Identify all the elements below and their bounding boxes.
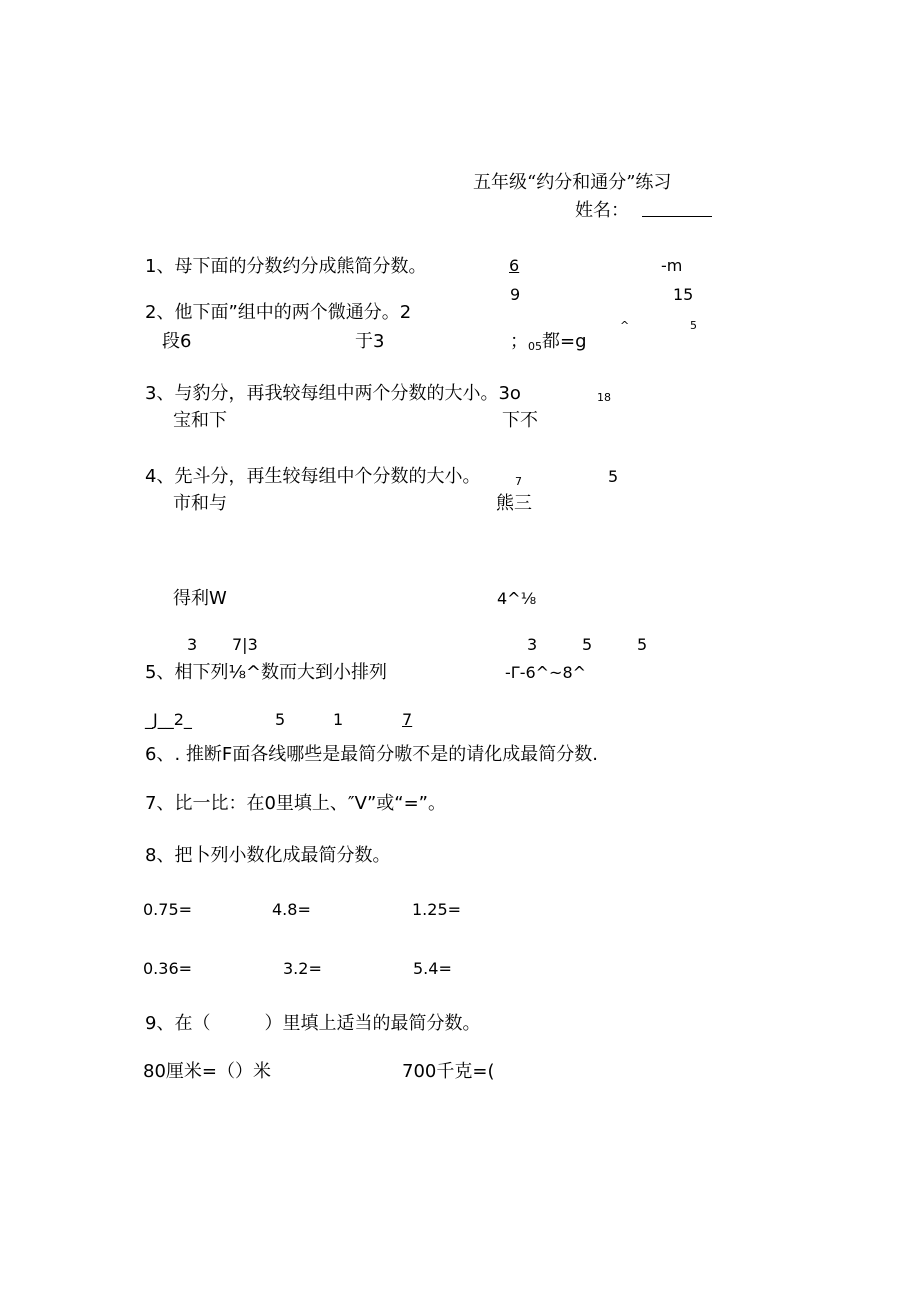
q4-small-number: 7: [515, 475, 522, 488]
q5-bottom-b: 5: [275, 710, 286, 729]
question-8: 8、把卜列小数化成最简分数。: [145, 845, 391, 866]
q3-item-a: 宝和下: [173, 410, 227, 431]
q5-top-right-a: 3: [527, 635, 538, 654]
q2-item-c-small: 05: [528, 340, 542, 353]
q1-fraction-numerator: 6: [509, 256, 520, 275]
q2-item-d: 都=g: [542, 331, 587, 352]
q1-fraction-denominator: 9: [510, 285, 521, 304]
q5-top-left-a: 3: [187, 635, 198, 654]
q8-decimal: 1.25=: [412, 900, 462, 919]
q8-decimal: 5.4=: [413, 959, 452, 978]
question-3: 3、与豹分，再我较每组中两个分数的大小。3o: [145, 383, 521, 404]
q4-item-a: 市和与: [173, 493, 227, 514]
q4b-item-b: 4^⅛: [497, 589, 537, 608]
question-9: 9、在（ ）里填上适当的最简分数。: [145, 1013, 481, 1034]
q5-expression: -Γ-6^~8^: [505, 663, 587, 682]
question-4: 4、先斗分，再生较每组中个分数的大小。: [145, 466, 481, 487]
q1-fraction-4: 15: [673, 285, 694, 304]
page-title: 五年级“约分和通分”练习: [473, 172, 672, 193]
q4b-item-a: 得利W: [173, 588, 227, 609]
q5-top-right-b: 5: [582, 635, 593, 654]
q8-decimal: 0.75=: [143, 900, 193, 919]
q9-item-b: 700千克=(: [402, 1061, 495, 1082]
q2-item-b: 于3: [355, 331, 385, 352]
q2-item-a: 段6: [162, 331, 192, 352]
q5-bottom-d: 7: [402, 710, 413, 729]
name-label: 姓名：: [575, 200, 629, 221]
q9-item-a: 80厘米=（）米: [143, 1061, 271, 1082]
q8-decimal: 3.2=: [283, 959, 322, 978]
q8-decimal: 0.36=: [143, 959, 193, 978]
q5-top-right-c: 5: [637, 635, 648, 654]
q8-decimal: 4.8=: [272, 900, 311, 919]
q2-mark-2: 5: [690, 319, 697, 332]
q5-top-left-b: 7|3: [232, 635, 258, 654]
question-6: 6、. 推断F面各线哪些是最简分嗷不是的请化成最简分数.: [145, 744, 598, 765]
q3-item-b: 下不: [502, 410, 538, 431]
q4-number: 5: [608, 467, 619, 486]
q1-fraction-2: -m: [661, 256, 683, 275]
question-1: 1、母下面的分数约分成熊简分数。: [145, 256, 427, 277]
q5-bottom-a: _J__2_: [145, 710, 192, 729]
q5-bottom-c: 1: [333, 710, 344, 729]
question-5: 5、相下列⅛^数而大到小排列: [145, 662, 387, 683]
name-blank[interactable]: [642, 216, 712, 217]
q4-item-b: 熊三: [496, 493, 532, 514]
q3-small-number: 18: [597, 391, 611, 404]
q2-mark-1: ^: [620, 319, 630, 332]
question-2: 2、他下面”组中的两个微通分。2: [145, 302, 412, 323]
q2-item-c: ；: [510, 331, 528, 352]
question-7: 7、比一比：在0里填上、″V”或“=”。: [145, 793, 446, 814]
